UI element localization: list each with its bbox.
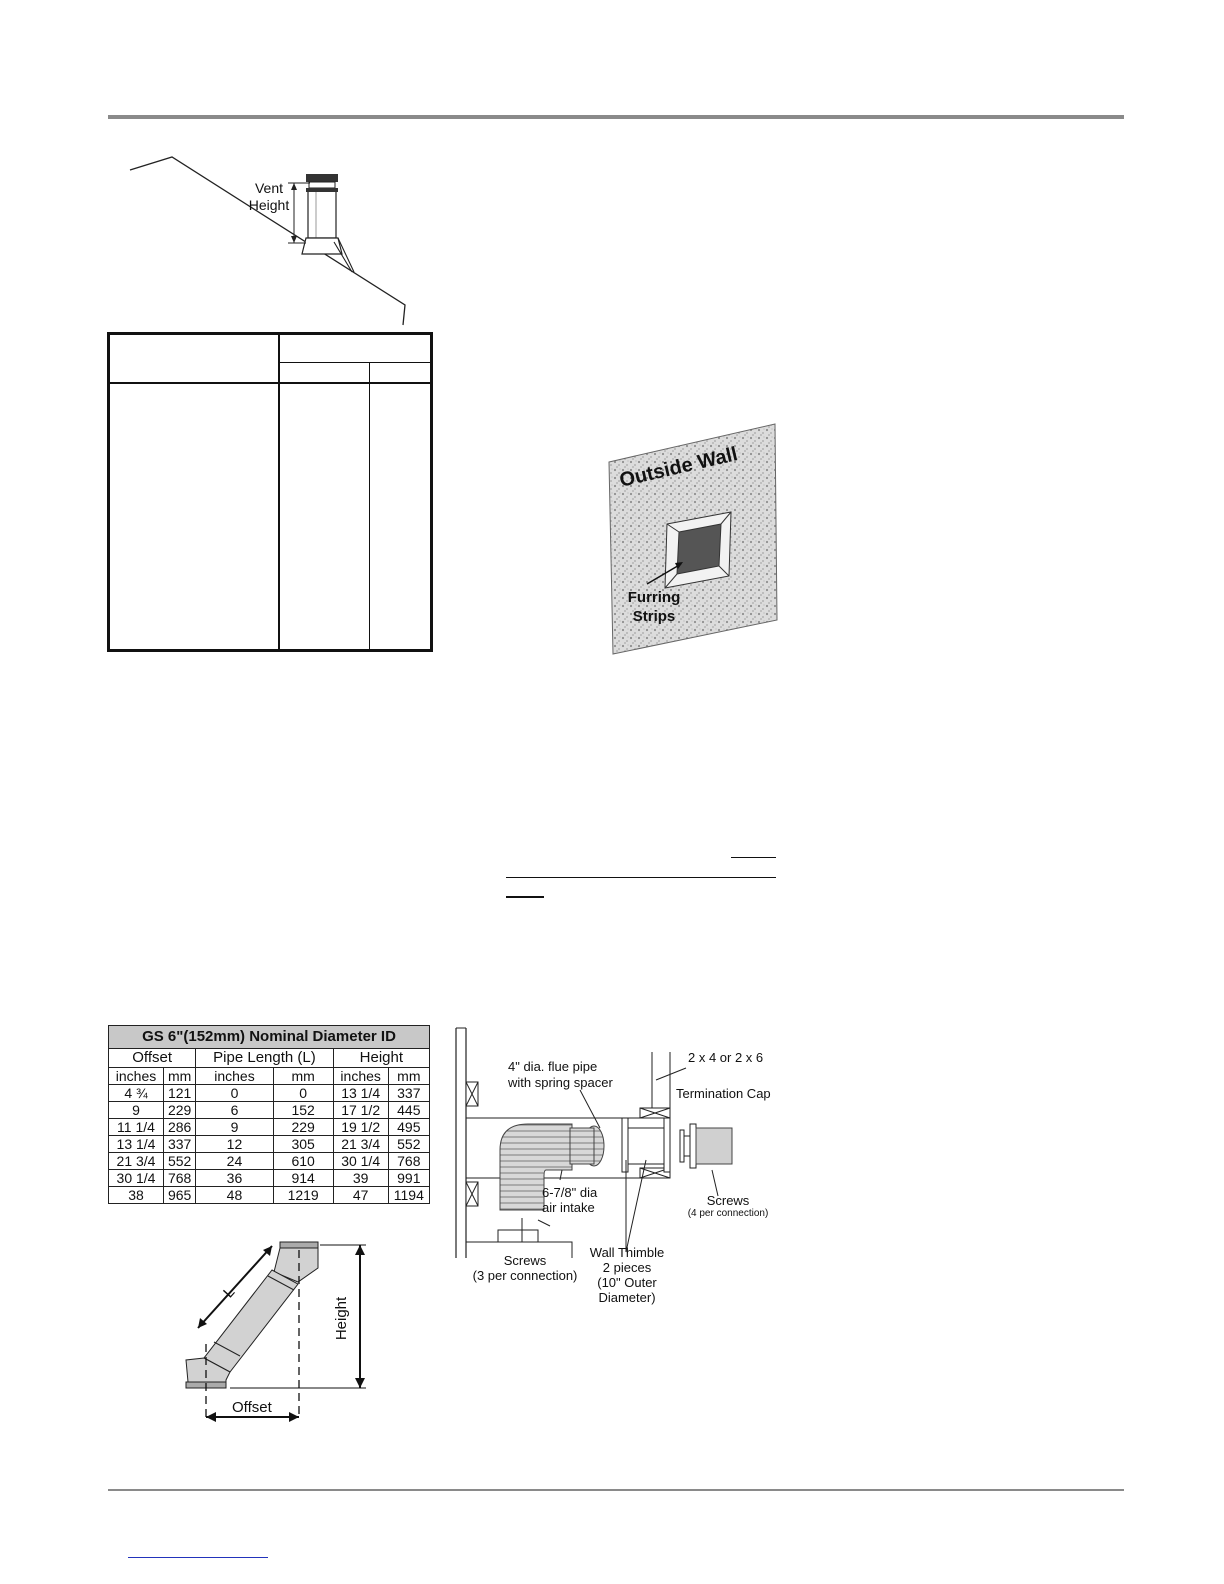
table-cell: 229	[164, 1102, 196, 1119]
offset-length-label: L	[220, 1283, 239, 1302]
underline-short-bottom	[506, 896, 544, 898]
table-cell: 39	[333, 1170, 388, 1187]
table-cell: 19 1/2	[333, 1119, 388, 1136]
table-cell: 30 1/4	[109, 1170, 164, 1187]
footer-link-underline[interactable]	[128, 1557, 268, 1558]
table-row	[109, 1136, 430, 1153]
wall-thimble-line4: Diameter)	[598, 1290, 656, 1305]
gs-group-pipe-length: Pipe Length (L)	[196, 1049, 333, 1068]
furring-strips-label-line2: Strips	[632, 608, 676, 625]
table-cell: 0	[273, 1085, 333, 1102]
table-cell: 9	[109, 1102, 164, 1119]
flue-pipe-label	[508, 1059, 613, 1091]
table-cell: 4 ¾	[109, 1085, 164, 1102]
table-cell: 0	[196, 1085, 273, 1102]
screws-cap-label	[686, 1194, 770, 1220]
table-cell: 337	[164, 1136, 196, 1153]
gs-subheader: inches	[333, 1068, 388, 1085]
gs-subheader: inches	[196, 1068, 273, 1085]
table-cell: 12	[196, 1136, 273, 1153]
air-intake-label-line2: air intake	[542, 1200, 595, 1215]
termination-cap-label: Termination Cap	[676, 1086, 771, 1101]
table-cell: 286	[164, 1119, 196, 1136]
screws-left-note: (3 per connection)	[472, 1268, 578, 1283]
wall-thimble-line1: Wall Thimble	[589, 1245, 665, 1260]
table-cell: 337	[388, 1085, 429, 1102]
underline-long	[506, 877, 776, 878]
flue-pipe-label-line2: with spring spacer	[508, 1075, 613, 1090]
table-cell: 152	[273, 1102, 333, 1119]
table-cell: 13 1/4	[333, 1085, 388, 1102]
offset-height-label: Height	[333, 1296, 351, 1341]
table-cell: 13 1/4	[109, 1136, 164, 1153]
gs-offset-table	[108, 1025, 430, 1204]
gs-group-offset: Offset	[109, 1049, 196, 1068]
table-cell: 21 3/4	[109, 1153, 164, 1170]
screws-cap-note: (4 per connection)	[687, 1208, 769, 1219]
table-cell: 229	[273, 1119, 333, 1136]
wall-thimble-label	[584, 1245, 670, 1305]
table-cell: 768	[388, 1153, 429, 1170]
table-cell: 445	[388, 1102, 429, 1119]
table-cell: 768	[164, 1170, 196, 1187]
screws-cap-text: Screws	[706, 1193, 750, 1208]
table-divider-subheader	[280, 362, 430, 363]
table-cell: 9	[196, 1119, 273, 1136]
table-cell: 17 1/2	[333, 1102, 388, 1119]
vent-height-table	[107, 332, 433, 652]
wall-thimble-line3: (10" Outer	[597, 1275, 657, 1290]
table-cell: 121	[164, 1085, 196, 1102]
table-row	[109, 1102, 430, 1119]
table-cell: 610	[273, 1153, 333, 1170]
table-row	[109, 1187, 430, 1204]
gs-subheader: mm	[273, 1068, 333, 1085]
table-cell: 495	[388, 1119, 429, 1136]
gs-subheader: mm	[388, 1068, 429, 1085]
table-cell: 1219	[273, 1187, 333, 1204]
table-cell: 1194	[388, 1187, 429, 1204]
table-cell: 47	[333, 1187, 388, 1204]
offset-label: Offset	[232, 1399, 272, 1416]
gs-subheader: inches	[109, 1068, 164, 1085]
table-divider-subcolumn	[369, 362, 370, 649]
table-cell: 48	[196, 1187, 273, 1204]
table-row	[109, 1153, 430, 1170]
furring-strips-label	[622, 588, 686, 626]
air-intake-label-line1: 6-7/8" dia	[542, 1185, 598, 1200]
gs-table-title: GS 6"(152mm) Nominal Diameter ID	[109, 1026, 430, 1049]
table-cell: 552	[388, 1136, 429, 1153]
table-cell: 30 1/4	[333, 1153, 388, 1170]
table-cell: 38	[109, 1187, 164, 1204]
table-cell: 36	[196, 1170, 273, 1187]
table-row	[109, 1119, 430, 1136]
underline-short-top	[731, 857, 776, 858]
vent-height-label-line1: Vent	[254, 180, 284, 196]
table-cell: 24	[196, 1153, 273, 1170]
gs-subheader: mm	[164, 1068, 196, 1085]
header-rule	[108, 115, 1124, 119]
furring-strips-label-line1: Furring	[627, 589, 681, 606]
table-row	[109, 1170, 430, 1187]
framing-label: 2 x 4 or 2 x 6	[688, 1050, 764, 1065]
table-cell: 11 1/4	[109, 1119, 164, 1136]
table-divider-header-bottom	[110, 382, 430, 384]
table-cell: 305	[273, 1136, 333, 1153]
wall-thimble-line2: 2 pieces	[602, 1260, 652, 1275]
roof-vent-height-diagram	[120, 150, 420, 330]
table-cell: 965	[164, 1187, 196, 1204]
table-cell: 552	[164, 1153, 196, 1170]
outside-wall-title: Outside Wall	[617, 443, 740, 492]
screws-left-label	[466, 1253, 584, 1283]
air-intake-label	[542, 1185, 597, 1215]
gs-group-height: Height	[333, 1049, 429, 1068]
footer-rule	[108, 1489, 1124, 1491]
flue-pipe-label-line1: 4" dia. flue pipe	[508, 1059, 598, 1074]
vent-height-label-line2: Height	[248, 197, 290, 213]
table-cell: 914	[273, 1170, 333, 1187]
table-cell: 21 3/4	[333, 1136, 388, 1153]
screws-left-text: Screws	[503, 1253, 547, 1268]
vent-height-label	[236, 180, 302, 214]
table-row	[109, 1085, 430, 1102]
table-cell: 6	[196, 1102, 273, 1119]
table-cell: 991	[388, 1170, 429, 1187]
